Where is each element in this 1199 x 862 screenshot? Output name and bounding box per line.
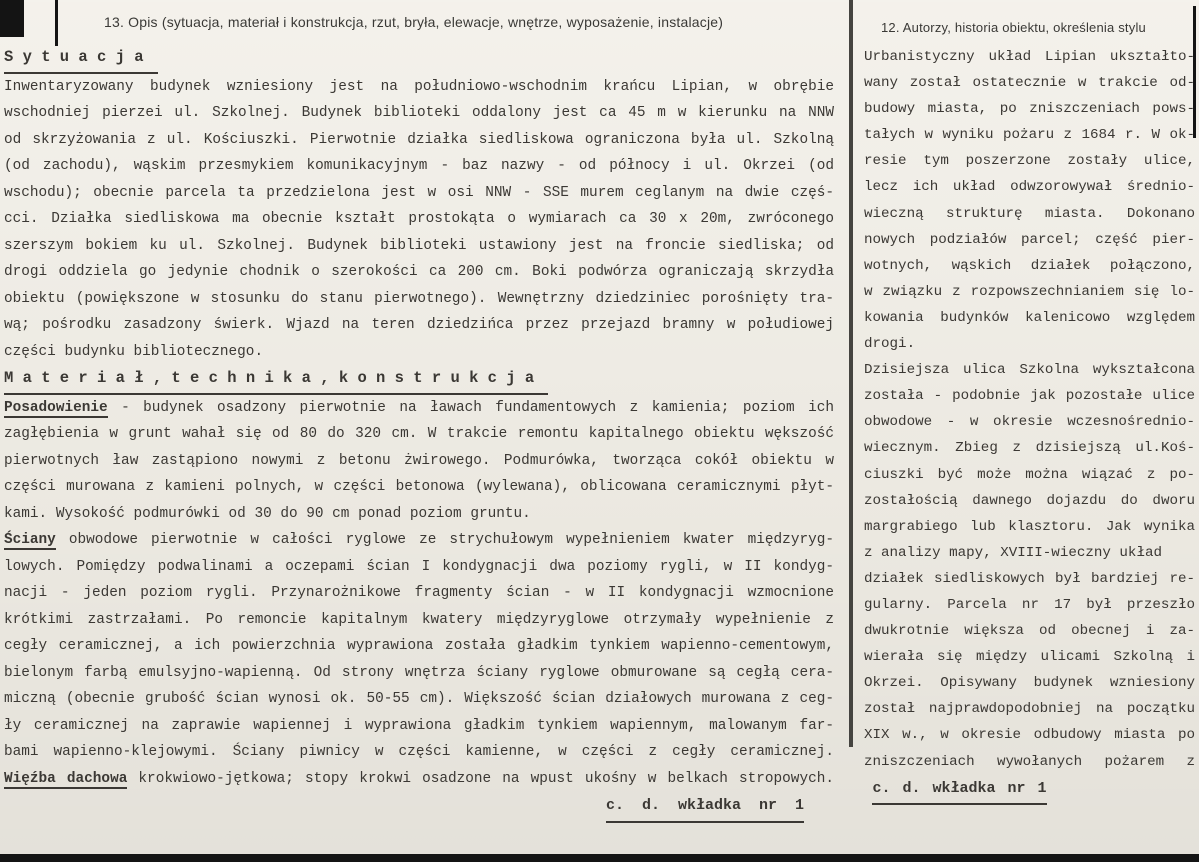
right-continuation-note-text: c. d. wkładka nr 1 xyxy=(872,776,1046,805)
paragraph-wiezba-dachowa xyxy=(4,766,834,793)
column-divider-rule xyxy=(849,0,853,747)
underlined-lead-word: Ściany xyxy=(4,532,56,548)
text-line: drogi. xyxy=(864,336,916,353)
left-continuation-note-text: c. d. wkładka nr 1 xyxy=(606,793,804,823)
underlined-lead-word: Więźba dachowa xyxy=(4,770,128,787)
text-line: obiektu (powiększone w stosunku do stanu pierwotnego). Wewnętrzny dziedziniec porośnięty tra- xyxy=(4,290,834,307)
text-line: XIX w., w okresie odbudowy miasta po xyxy=(864,727,1195,744)
paragraph-ulica-szkolna xyxy=(864,357,1195,775)
text-line: lecz ich układ odwzorowywał średnio- xyxy=(864,179,1195,196)
section-12-history-column xyxy=(864,20,1195,805)
text-line: kami. Wysokość podmurówki od 30 do 90 cm ponad poziom gruntu. xyxy=(4,505,531,522)
text-line: zagłębienia w grunt wahał się od 80 do 320 cm. W trakcie remontu kapitalnego obiektu wększość xyxy=(4,426,834,442)
heading-material-technika-konstrukcja xyxy=(4,365,834,395)
heading-material-text: M a t e r i a ł , t e c h n i k a , k o n s t r u k c j a xyxy=(4,365,548,395)
text-line: lowych. Pomiędzy podwalinami a oczepami ścian I kondygnacji dwa poziomy rygli, w II kondyg- xyxy=(4,558,834,575)
text-line: gularny. Parcela nr 17 był przeszło xyxy=(864,596,1195,613)
paragraph-posadowienie xyxy=(4,395,834,528)
text-line: drogi oddziela go jedynie chodnik o szerokości ca 200 cm. Boki podwórza ograniczają skrzydła xyxy=(4,264,834,280)
text-line: działek siedliskowych był bardziej re- xyxy=(864,570,1195,587)
heading-sytuacja-text: S y t u a c j a xyxy=(4,44,158,74)
paragraph-urbanistyczny-uklad xyxy=(864,44,1195,357)
text-line: cegły ceramicznej, a ich powierzchnia wyprawiona została gładkim tynkiem wapienno-cementowym, xyxy=(4,638,834,654)
text-line: od skrzyżowania z ul. Kościuszki. Pierwotnie działka siedliskowa ograniczona była ul. Szkolną xyxy=(4,131,834,148)
text-line: Więźba dachowa krokwiowo-jętkowa; stopy krokwi osadzone na wpust ukośny w belkach stropowych. xyxy=(4,770,834,787)
underlined-lead-word: Posadowienie xyxy=(4,399,108,416)
text-line: Posadowienie - budynek osadzony pierwotnie na ławach fundamentowych z kamienia; poziom ich xyxy=(4,399,834,416)
text-line: Inwentaryzowany budynek wzniesiony jest na południowo-wschodnim krańcu Lipian, w obrębie xyxy=(4,78,834,95)
text-line: Okrzei. Opisywany budynek wzniesiony xyxy=(864,675,1195,692)
text-line: wieczną strukturę miasta. Dokonano xyxy=(864,205,1195,222)
text-line: wierała się między ulicami Szkolną i xyxy=(864,649,1195,666)
text-line: wschodu); obecnie parcela ta przedzielona jest w osi NNW - SSE murem ceglanym na dwie częś- xyxy=(4,184,834,201)
section-12-header: 12. Autorzy, historia obiektu, określenia stylu xyxy=(881,20,1146,35)
text-line: zniszczeniach wywołanych pożarem z xyxy=(864,753,1195,770)
text-line: Dzisiejsza ulica Szkolna wykształcona xyxy=(864,362,1195,379)
text-line: części murowana z kamieni polnych, w części betonowa (wylewana), oblicowana ceramicznymi płyt- xyxy=(4,479,834,495)
text-line: pierwotnych ław zastąpiono nowymi z betonu żwirowego. Podmurówka, tworząca cokół obiektu w xyxy=(4,452,834,469)
scan-bottom-edge xyxy=(0,854,1199,862)
text-line: zostałością dawnego dojazdu do dworu xyxy=(864,492,1195,509)
text-line: w związku z rozpowszechnianiem się lo- xyxy=(864,283,1195,300)
text-line: bami wapienno-klejowymi. Ściany piwnicy w części kamienne, w części z cegły ceramicznej. xyxy=(4,744,834,760)
section-13-header: 13. Opis (sytuacja, materiał i konstrukcja, rzut, bryła, elewacje, wnętrze, wyposażenie, instalacje) xyxy=(104,14,724,30)
text-line: budowy miasta, po zniszczeniach pows- xyxy=(864,101,1195,118)
text-line: wiecznym. Zbieg z dzisiejszą ul.Koś- xyxy=(864,440,1195,457)
text-line: Ściany obwodowe pierwotnie w całości ryglowe ze strychułowym wypełnieniem kwater międzyryg- xyxy=(4,532,834,548)
text-line: wschodniej pierzei ul. Szkolnej. Budynek biblioteki oddalony jest ca 45 m w kierunku na NNW xyxy=(4,105,834,121)
text-line: Urbanistyczny układ Lipian ukształto- xyxy=(864,49,1195,65)
section-13-description-column xyxy=(4,14,834,823)
paragraph-sytuacja xyxy=(4,74,834,366)
text-line: została - podobnie jak pozostałe ulice xyxy=(864,388,1195,405)
text-line: wany został ostatecznie w trakcie od- xyxy=(864,75,1195,92)
text-line: (od zachodu), wąskim przesmykiem komunikacyjnym - baz nazwy - od północy i ul. Okrzei (od xyxy=(4,158,834,174)
text-line: krótkimi zastrzałami. Po remoncie kapitalnym kwatery międzyryglowe otrzymały wypełnienie z xyxy=(4,611,834,628)
paragraph-sciany xyxy=(4,527,834,766)
text-line: wą; pośrodku zasadzony świerk. Wjazd na teren dziedzińca przez przejazd bramny w połudiowej xyxy=(4,317,834,333)
right-continuation-note xyxy=(864,775,1195,805)
text-line: bielonym farbą emulsyjno-wapienną. Od strony wnętrza ściany ryglowe obmurowane są cegłą cera- xyxy=(4,664,834,681)
text-line: margrabiego lub klasztoru. Jak wynika xyxy=(864,518,1195,535)
text-line: obwodowe - w okresie wczesnośrednio- xyxy=(864,414,1195,431)
text-line: nowych podziałów parcel; część pier- xyxy=(864,231,1195,248)
text-line: cci. Działka siedliskowa ma obecnie kształt prostokąta o wymiarach ca 30 x 20m, zwróconego xyxy=(4,211,834,227)
text-line: ciuszki być może można wiązać z po- xyxy=(864,466,1195,483)
text-line: nacji - jeden poziom rygli. Przynarożnikowe fragmenty ścian - w II kondygnacji wzmocnione xyxy=(4,585,834,601)
text-line: kowania budynków kalenicowo względem xyxy=(864,309,1195,326)
text-line: resie tym poszerzone zostały ulice, xyxy=(864,153,1195,170)
heading-sytuacja xyxy=(4,44,834,74)
text-line: z analizy mapy, XVIII-wieczny układ xyxy=(864,544,1162,561)
text-line: dwukrotnie większa od obecnej i za- xyxy=(864,623,1195,640)
text-line: ły ceramicznej na zaprawie wapiennej i wyprawiona gładkim tynkiem wapiennym, malowanym far- xyxy=(4,717,834,734)
text-line: miczną (obecnie grubość ścian wynosi ok. 50-55 cm). Większość ścian działowych murowana z ceg- xyxy=(4,691,834,707)
text-line: szerszym bokiem ku ul. Szkolnej. Budynek biblioteki ustawiony jest na froncie siedliska; od xyxy=(4,237,834,254)
left-continuation-note xyxy=(4,792,834,823)
text-line: tałych w wyniku pożaru z 1684 r. W ok- xyxy=(864,127,1195,144)
text-line: został najprawdopodobniej na początku xyxy=(864,701,1195,718)
text-line: wotnych, wąskich działek połączono, xyxy=(864,257,1195,274)
text-line: części budynku bibliotecznego. xyxy=(4,343,264,360)
